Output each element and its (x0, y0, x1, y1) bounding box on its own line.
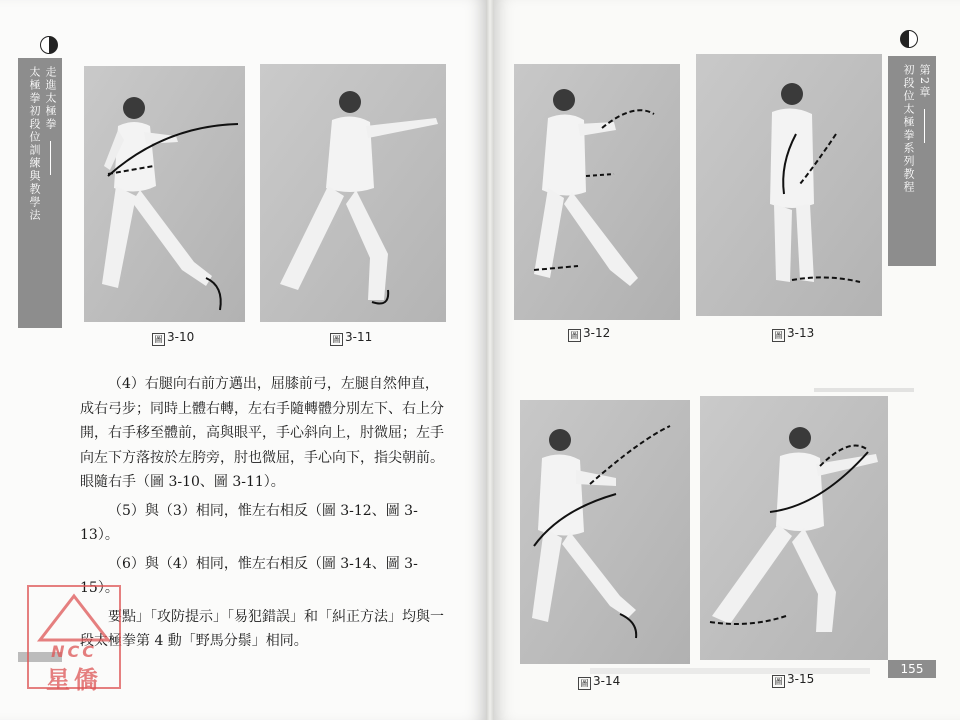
page-number: 155 (888, 660, 936, 678)
figure-3-12-photo (514, 64, 680, 320)
figure-mark-icon: 圖 (330, 333, 343, 346)
figure-3-14-photo (520, 400, 690, 664)
figure-3-15-caption: 圖 3-15 (772, 672, 814, 688)
book-gutter (486, 0, 494, 720)
figure-3-12-caption: 圖 3-12 (568, 326, 610, 342)
figure-3-15-photo (700, 396, 888, 660)
figure-3-14-caption: 圖 3-14 (578, 674, 620, 690)
book-title: 走進太極拳 (44, 66, 57, 131)
paragraph-step-6: （6）與（4）相同，惟左右相反（圖 3-14、圖 3-15）。 (80, 555, 418, 596)
paragraph-step-5: （5）與（3）相同，惟左右相反（圖 3-12、圖 3-13）。 (80, 502, 418, 543)
paragraph-step-4: （4）右腿向右前方邁出，屈膝前弓，左腿自然伸直，成右弓步；同時上體右轉，左右手隨轉體分別左下、右上分開，右手移至體前，高與眼平，手心斜向上，肘微屈；左手向左下方落按於左胯旁，肘也微屈，手心向下，指尖朝前。眼隨右手（圖 3-10、圖 3-11）。 (80, 376, 444, 490)
chapter-title: 初段位太極拳系列教程 (902, 64, 915, 194)
figure-3-11-photo (260, 64, 446, 322)
chapter-side-tab (888, 56, 936, 266)
figure-mark-icon: 圖 (772, 329, 785, 342)
figure-3-10-photo (84, 66, 245, 322)
watermark-name: 星僑 (46, 666, 102, 694)
instruction-text (80, 372, 452, 658)
watermark-brand: NCC (51, 642, 97, 661)
yin-yang-icon (40, 36, 58, 54)
figure-mark-icon: 圖 (772, 675, 785, 688)
paragraph-key-points: 要點」「攻防提示」「易犯錯誤」和「糾正方法」均與一段太極拳第 4 動「野馬分鬃」相同。 (80, 608, 444, 649)
book-subtitle: 太極拳初段位訓練與教學法 (28, 66, 41, 222)
tab-divider (924, 109, 925, 143)
figure-3-13-photo (696, 54, 882, 316)
figure-3-11-caption: 圖 3-11 (330, 330, 372, 346)
figure-mark-icon: 圖 (578, 677, 591, 690)
chapter-number: 第2章 (918, 64, 931, 99)
bleed-through-text (814, 388, 914, 392)
tab-divider (50, 141, 51, 175)
yin-yang-icon (900, 30, 918, 48)
figure-3-10-caption: 圖 3-10 (152, 330, 194, 346)
figure-mark-icon: 圖 (152, 333, 165, 346)
chapter-side-tab (18, 58, 62, 328)
bleed-through-text (590, 668, 870, 674)
figure-mark-icon: 圖 (568, 329, 581, 342)
figure-3-13-caption: 圖 3-13 (772, 326, 814, 342)
ncc-watermark-logo (24, 582, 124, 692)
